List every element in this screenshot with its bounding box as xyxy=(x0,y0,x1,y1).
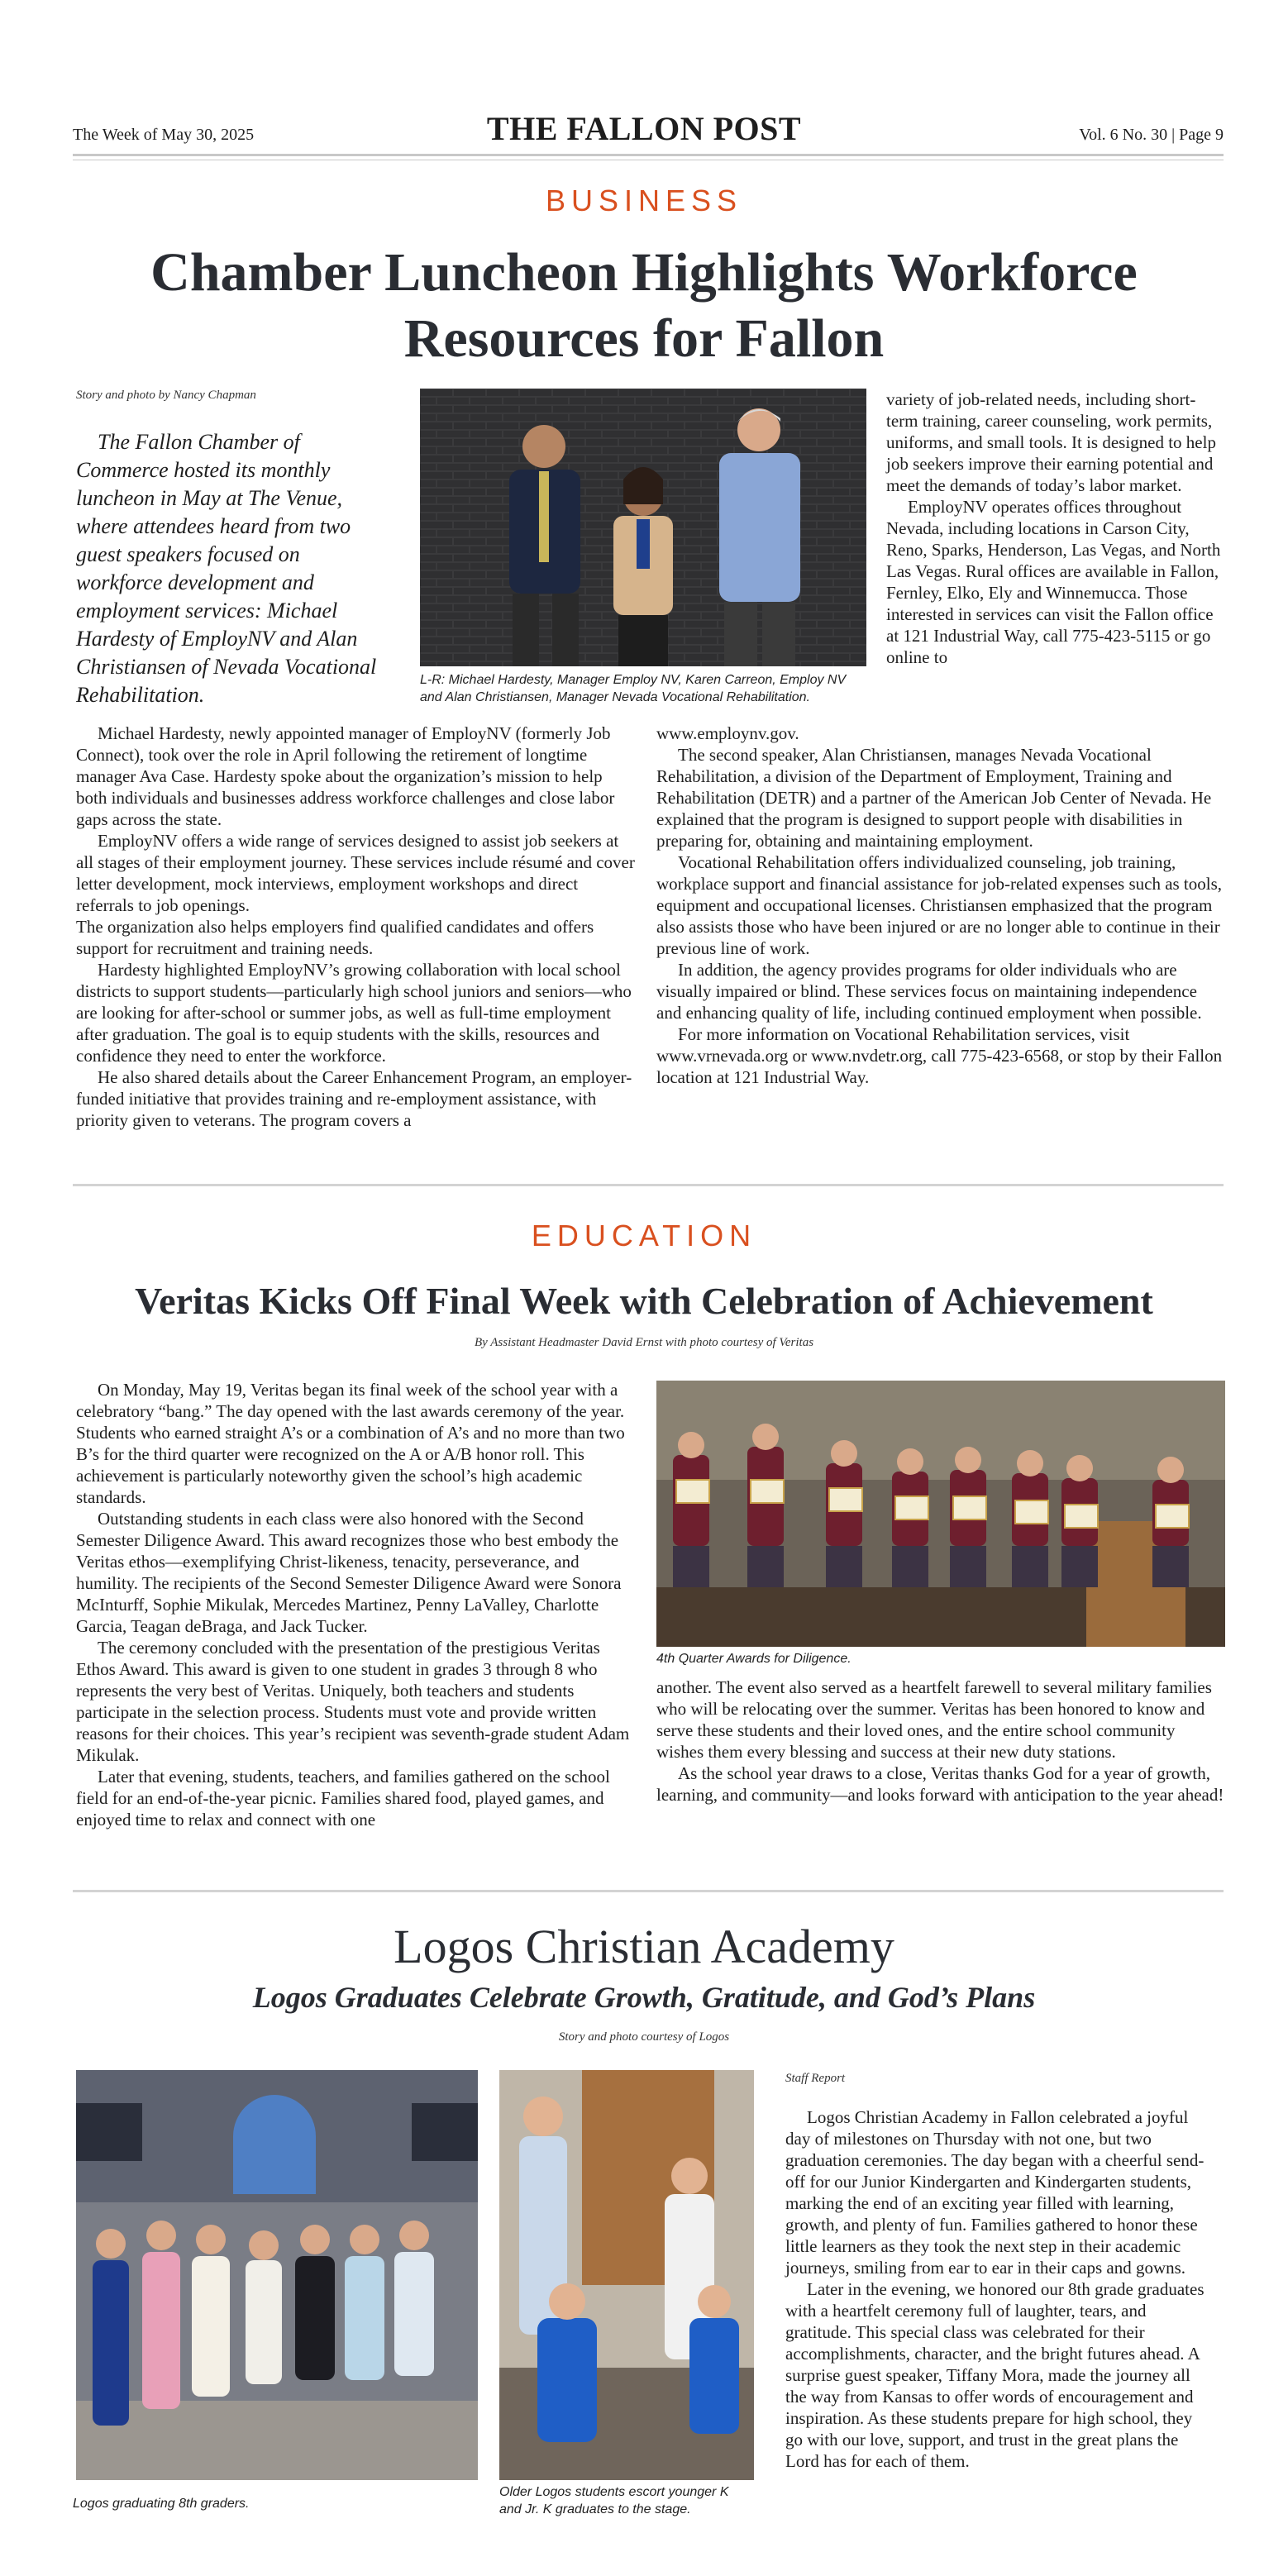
business-right-column xyxy=(656,723,1225,1088)
business-headline-line1: Chamber Luncheon Highlights Workforce xyxy=(150,242,1138,303)
veritas-photo-caption: 4th Quarter Awards for Diligence. xyxy=(656,1652,852,1666)
business-right-p1: The second speaker, Alan Christiansen, manages Nevada Vocational Rehabilitation, a division of the Department of Employment, Training and Rehabilitation (DETR) and a partner of the American Job Center of Nevada. He explained that the program is designed to support people with disabilities in preparing for, obtaining and maintaining employment. xyxy=(656,745,1212,851)
chamber-photo-caption: L-R: Michael Hardesty, Manager Employ NV, Karen Carreon, Employ NV and Alan Christiansen, Manager Nevada Vocational Rehabilitation. xyxy=(420,673,847,704)
education-left-p2: Outstanding students in each class were also honored with the Second Semester Diligence Award. This award recognizes those who best embody the Veritas ethos—exemplifying Christ-likeness, tenacity, perseverance, and humility. The recipients of the Second Semester Diligence Award were Sonora McInturff, Sophie Mikulak, Mercedes Martinez, Penny LaValley, Charlotte Garcia, Teagan deBraga, and Jack Tucker. xyxy=(76,1509,622,1636)
business-col3-p1: variety of job-related needs, including short-term training, career counseling, work permits, uniforms, and small tools. It is designed to help job seekers improve their earning potential and meet the demands of today’s labor market. xyxy=(886,389,1216,495)
logos-photo1-illustration xyxy=(76,2070,478,2480)
logos-staff-report: Staff Report xyxy=(785,2072,846,2085)
education-left-p1: On Monday, May 19, Veritas began its final week of the school year with a celebratory “bang.” The day opened with the last awards ceremony of the year. Students who earned straight A’s or a combination of A’s and no more than two B’s for the third quarter were recognized on the A or A/B honor roll. This achievement is particularly noteworthy given the school’s high academic standards. xyxy=(76,1380,625,1507)
business-left-p3: The organization also helps employers find qualified candidates and offers support for recruitment and training needs. xyxy=(76,917,594,958)
logos-photo2-caption: Older Logos students escort younger K and Jr. K graduates to the stage. xyxy=(499,2485,729,2516)
business-left-p2: EmployNV offers a wide range of services designed to assist job seekers at all stages of their employment journey. These services include résumé and cover letter development, mock interviews, employment workshops and direct referrals to job openings. xyxy=(76,831,635,915)
logos-photo2-illustration xyxy=(499,2070,754,2480)
education-right-p1: another. The event also served as a heartfelt farewell to several military families who will be relocating over the summer. Veritas has been honored to know and serve these students and their loved ones, and the entire school community wishes them every blessing and success at their new duty stations. xyxy=(656,1677,1212,1762)
business-lede-text: The Fallon Chamber of Commerce hosted its monthly luncheon in May at The Venue, where attendees heard from two guest speakers focused on workforce development and employment services: Michael Hardesty of EmployNV and Alan Christiansen of Nevada Vocational Rehabilitation. xyxy=(76,430,377,707)
education-right-p2: As the school year draws to a close, Veritas thanks God for a year of growth, learning, and community—and looks forward with anticipation to the year ahead! xyxy=(656,1763,1224,1805)
business-left-p5: He also shared details about the Career Enhancement Program, an employer-funded initiative that provides training and re-employment assistance, with priority given to veterans. The program covers a xyxy=(76,1067,632,1130)
education-byline: By Assistant Headmaster David Ernst with photo courtesy of Veritas xyxy=(474,1336,814,1349)
section-divider-2 xyxy=(73,1890,1224,1892)
logos-photo1-caption: Logos graduating 8th graders. xyxy=(73,2497,250,2511)
logos-p1: Logos Christian Academy in Fallon celebrated a joyful day of milestones on Thursday with not one, but two graduation ceremonies. The day began with a cheerful send-off for our Junior Kindergarten and Kindergarten students, marking the end of an exciting year filled with learning, growth, and plenty of fun. Families gathered to honor these little learners as they took the next step in their academic journeys, smiling from ear to ear in their caps and gowns. xyxy=(785,2107,1205,2278)
section-education: EDUCATION xyxy=(531,1219,757,1252)
business-right-p4: For more information on Vocational Rehabilitation services, visit www.vrnevada.org or www.nvdetr.org, call 775-423-6568, or stop by their Fallon location at 121 Industrial Way. xyxy=(656,1024,1223,1087)
business-headline-line2: Resources for Fallon xyxy=(403,308,885,369)
education-left-p3: The ceremony concluded with the presentation of the prestigious Veritas Ethos Award. This award is given to one student in grades 3 through 8 who represents the very best of Veritas. Uniquely, both teachers and students participate in the selection process. Students must vote and provide written reasons for their choices. This year’s recipient was seventh-grade student Adam Mikulak. xyxy=(76,1638,630,1765)
business-col3 xyxy=(886,389,1225,668)
paper-name: THE FALLON POST xyxy=(486,110,802,147)
business-col3-p2: EmployNV operates offices throughout Nevada, including locations in Carson City, Reno, Sparks, Henderson, Las Vegas, and North Las Vegas. Rural offices are available in Fallon, Fernley, Elko, Ely and Winnemucca. Those interested in services can visit the Fallon office at 121 Industrial Way, call 775-423-5115 or go online to xyxy=(886,497,1221,667)
business-left-column xyxy=(76,723,635,1131)
section-business: BUSINESS xyxy=(545,184,743,217)
chamber-photo-illustration xyxy=(420,389,866,666)
logos-8th-graders-photo xyxy=(76,2070,478,2480)
business-left-p4: Hardesty highlighted EmployNV’s growing collaboration with local school districts to support students—particularly high school juniors and seniors—who are looking for after-school or summer jobs, as well as full-time employment after graduation. The goal is to equip students with the skills, resources and confidence they need to enter the workforce. xyxy=(76,960,632,1066)
business-right-p2: Vocational Rehabilitation offers individualized counseling, job training, workplace support and financial assistance for job-related expenses such as tools, equipment and occupational licenses. Christiansen emphasized that the program also assists those who have been injured or are no longer able to continue in their previous line of work. xyxy=(656,852,1223,958)
logos-p2: Later in the evening, we honored our 8th grade graduates with a heartfelt ceremony full of laughter, tears, and gratitude. This special class was celebrated for their accomplishments, character, and the bright futures ahead. A surprise guest speaker, Tiffany Mora, made the journey all the way from Kansas to offer words of encouragement and inspiration. As these students prepare for high school, they go with our love, support, and trust in the great plans the Lord has for each of them. xyxy=(785,2279,1205,2471)
business-lede xyxy=(76,428,390,709)
business-headline xyxy=(0,240,1288,372)
logos-escort-photo xyxy=(499,2070,754,2480)
business-byline: Story and photo by Nancy Chapman xyxy=(76,389,256,402)
education-right-column xyxy=(656,1677,1225,1806)
masthead-rule xyxy=(73,154,1224,156)
issue-date: The Week of May 30, 2025 xyxy=(73,126,255,144)
logos-story xyxy=(785,2106,1207,2472)
veritas-awards-photo xyxy=(656,1381,1225,1647)
business-right-p3: In addition, the agency provides programs for older individuals who are visually impaired or blind. These services focus on maintaining independence and enhancing quality of life, including continued employment when possible. xyxy=(656,960,1202,1023)
education-headline: Veritas Kicks Off Final Week with Celebration of Achievement xyxy=(135,1280,1153,1322)
chamber-luncheon-photo xyxy=(420,389,866,666)
section-divider-1 xyxy=(73,1184,1224,1186)
education-left-column xyxy=(76,1379,635,1830)
veritas-photo-illustration xyxy=(656,1381,1225,1647)
logos-byline: Story and photo courtesy of Logos xyxy=(558,2030,730,2044)
business-right-p0: www.employnv.gov. xyxy=(656,723,799,743)
volume-page: Vol. 6 No. 30 | Page 9 xyxy=(1079,126,1224,144)
education-left-p4: Later that evening, students, teachers, and families gathered on the school field for an end-of-the-year picnic. Families shared food, played games, and enjoyed time to relax and connect with one xyxy=(76,1767,610,1829)
business-left-p1: Michael Hardesty, newly appointed manager of EmployNV (formerly Job Connect), took over the role in April following the retirement of longtime manager Ava Case. Hardesty spoke about the organization’s mission to help both individuals and businesses address workforce challenges and close labor gaps across the state. xyxy=(76,723,615,829)
logos-headline: Logos Christian Academy xyxy=(394,1920,894,1973)
logos-subhead: Logos Graduates Celebrate Growth, Gratitude, and God’s Plans xyxy=(252,1981,1036,2014)
